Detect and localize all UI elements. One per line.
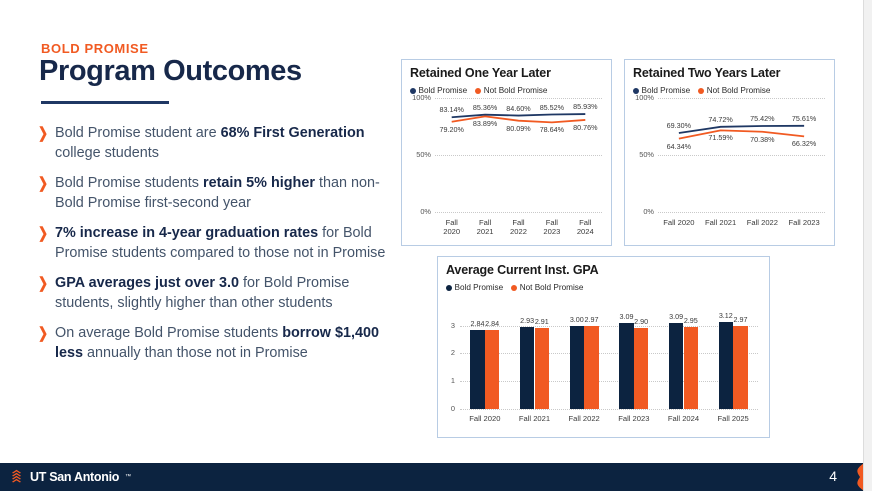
y-axis-tick-label: 2 xyxy=(450,348,455,358)
data-label: 75.42% xyxy=(750,114,775,124)
data-label: 78.64% xyxy=(539,125,565,135)
page-title: Program Outcomes xyxy=(39,55,302,87)
x-axis-tick-label: Fall 2023 xyxy=(788,218,820,227)
chevron-right-icon: ❯ xyxy=(38,125,49,142)
y-axis-tick-label: 0 xyxy=(450,404,455,413)
legend-swatch-icon xyxy=(446,285,452,291)
x-axis-tick-label: Fall 2025 xyxy=(717,414,749,423)
y-axis-tick-label: 100% xyxy=(412,93,431,102)
bullet-text: On average Bold Promise students borrow $1,400 less annually than those not in Promise xyxy=(55,325,379,361)
bullet-item xyxy=(38,224,393,263)
page-number: 4 xyxy=(829,468,837,484)
bar xyxy=(520,327,535,409)
slide-footer xyxy=(0,463,872,491)
bar xyxy=(584,326,599,409)
chart-card-average-gpa xyxy=(437,256,770,438)
data-label: 85.93% xyxy=(573,102,598,112)
x-axis-tick-label: Fall 2024 xyxy=(576,218,594,236)
data-label: 66.32% xyxy=(791,139,817,149)
data-label: 85.52% xyxy=(539,102,565,112)
x-axis-tick-label: Fall 2020 xyxy=(443,218,461,236)
legend-label: Bold Promise xyxy=(454,283,504,292)
legend-item xyxy=(698,86,770,95)
chart-plot-area xyxy=(631,93,831,238)
y-axis-tick-label: 50% xyxy=(639,150,654,159)
gridline xyxy=(460,381,758,382)
bullet-item xyxy=(38,324,393,363)
y-axis-tick-label: 50% xyxy=(416,150,431,159)
bullet-list xyxy=(38,124,393,374)
data-label: 83.14% xyxy=(439,105,464,115)
data-label: 71.59% xyxy=(708,133,733,143)
bar xyxy=(485,330,500,409)
chart-title: Average Current Inst. GPA xyxy=(446,263,599,277)
legend-item xyxy=(475,86,547,95)
data-label: 69.30% xyxy=(666,120,692,130)
bar xyxy=(570,326,585,409)
data-label: 79.20% xyxy=(439,124,464,134)
line-series xyxy=(452,114,586,117)
x-axis-tick-label: Fall 2020 xyxy=(663,218,695,227)
x-axis-tick-label: Fall 2022 xyxy=(510,218,527,236)
bullet-item xyxy=(38,274,393,313)
x-axis-tick-label: Fall 2023 xyxy=(618,414,650,423)
chart-title: Retained One Year Later xyxy=(410,66,551,80)
x-axis-tick-label: Fall 2023 xyxy=(543,218,561,236)
bar xyxy=(733,326,748,409)
legend-label: Not Bold Promise xyxy=(706,86,771,95)
gridline xyxy=(460,353,758,354)
bar xyxy=(684,327,699,409)
eyebrow-label: BOLD PROMISE xyxy=(41,41,149,56)
bar xyxy=(619,323,634,409)
x-axis-tick-label: Fall 2022 xyxy=(746,218,778,227)
chart-plot-area xyxy=(408,93,608,238)
chevron-right-icon: ❯ xyxy=(38,325,49,342)
legend-label: Bold Promise xyxy=(418,86,468,95)
legend-swatch-icon xyxy=(511,285,517,291)
chart-plot-area xyxy=(444,299,764,431)
x-axis-tick-label: Fall 2021 xyxy=(476,218,494,236)
brand-name: UT San Antonio xyxy=(30,469,120,484)
chart-legend xyxy=(446,283,583,292)
bullet-item xyxy=(38,124,393,163)
line-series-group xyxy=(408,98,608,238)
x-axis-tick-label: Fall 2024 xyxy=(667,414,700,423)
data-label: 80.76% xyxy=(573,122,598,132)
data-label: 83.89% xyxy=(472,119,498,129)
chevron-right-icon: ❯ xyxy=(38,225,49,242)
data-label: 80.09% xyxy=(506,123,531,133)
legend-label: Not Bold Promise xyxy=(519,283,584,292)
data-label: 75.61% xyxy=(791,113,817,123)
data-label: 2.90 xyxy=(634,317,649,327)
bullet-text: 7% increase in 4-year graduation rates for Bold Promise students compared to those not in Promise xyxy=(55,225,386,261)
data-label: 3.12 xyxy=(718,311,733,321)
title-divider xyxy=(41,101,169,104)
bar xyxy=(470,330,485,409)
y-axis-tick-label: 1 xyxy=(450,376,455,386)
bar xyxy=(669,323,684,409)
legend-item xyxy=(446,283,503,292)
data-label: 2.97 xyxy=(584,315,599,325)
chart-title: Retained Two Years Later xyxy=(633,66,781,80)
trademark-symbol: ™ xyxy=(125,473,132,480)
legend-label: Not Bold Promise xyxy=(483,86,548,95)
chevron-right-icon: ❯ xyxy=(38,275,49,292)
bullet-text: Bold Promise students retain 5% higher than non-Bold Promise first-second year xyxy=(55,175,380,211)
bar xyxy=(535,328,550,409)
legend-swatch-icon xyxy=(698,88,704,94)
data-label: 85.36% xyxy=(472,102,498,112)
chevron-right-icon: ❯ xyxy=(38,175,49,192)
legend-label: Bold Promise xyxy=(641,86,691,95)
data-label: 70.38% xyxy=(750,134,775,144)
data-label: 2.95 xyxy=(683,315,698,325)
bullet-text: Bold Promise student are 68% First Generation college students xyxy=(55,125,365,161)
y-axis-tick-label: 3 xyxy=(450,320,455,330)
data-label: 64.34% xyxy=(666,141,692,151)
gridline xyxy=(460,326,758,327)
data-label: 3.09 xyxy=(619,312,634,322)
legend-swatch-icon xyxy=(475,88,481,94)
x-axis-tick-label: Fall 2021 xyxy=(705,218,737,227)
data-label: 2.97 xyxy=(733,315,748,325)
data-label: 74.72% xyxy=(708,114,733,124)
chart-card-retained-one-year xyxy=(401,59,612,246)
gridline xyxy=(460,409,758,410)
chart-card-retained-two-years xyxy=(624,59,835,246)
vertical-scrollbar[interactable] xyxy=(863,0,872,491)
legend-item xyxy=(511,283,583,292)
data-label: 2.84 xyxy=(470,318,485,328)
data-label: 2.93 xyxy=(520,316,535,326)
data-label: 84.60% xyxy=(506,103,531,113)
y-axis-tick-label: 0% xyxy=(643,207,654,216)
y-axis-tick-label: 100% xyxy=(635,93,654,102)
bar xyxy=(719,322,734,409)
bullet-item xyxy=(38,174,393,213)
data-label: 3.00 xyxy=(569,314,584,324)
bar xyxy=(634,328,649,409)
x-axis-tick-label: Fall 2020 xyxy=(469,414,501,423)
bullet-text: GPA averages just over 3.0 for Bold Promise students, slightly higher than other students xyxy=(55,275,350,311)
y-axis-tick-label: 0% xyxy=(420,207,431,216)
data-label: 2.91 xyxy=(534,317,549,327)
data-label: 3.09 xyxy=(669,312,684,322)
brand-lockup xyxy=(9,469,131,484)
x-axis-tick-label: Fall 2021 xyxy=(518,414,551,423)
x-axis-tick-label: Fall 2022 xyxy=(568,414,600,423)
utsa-roadrunner-icon xyxy=(9,469,24,484)
data-label: 2.84 xyxy=(485,318,500,328)
